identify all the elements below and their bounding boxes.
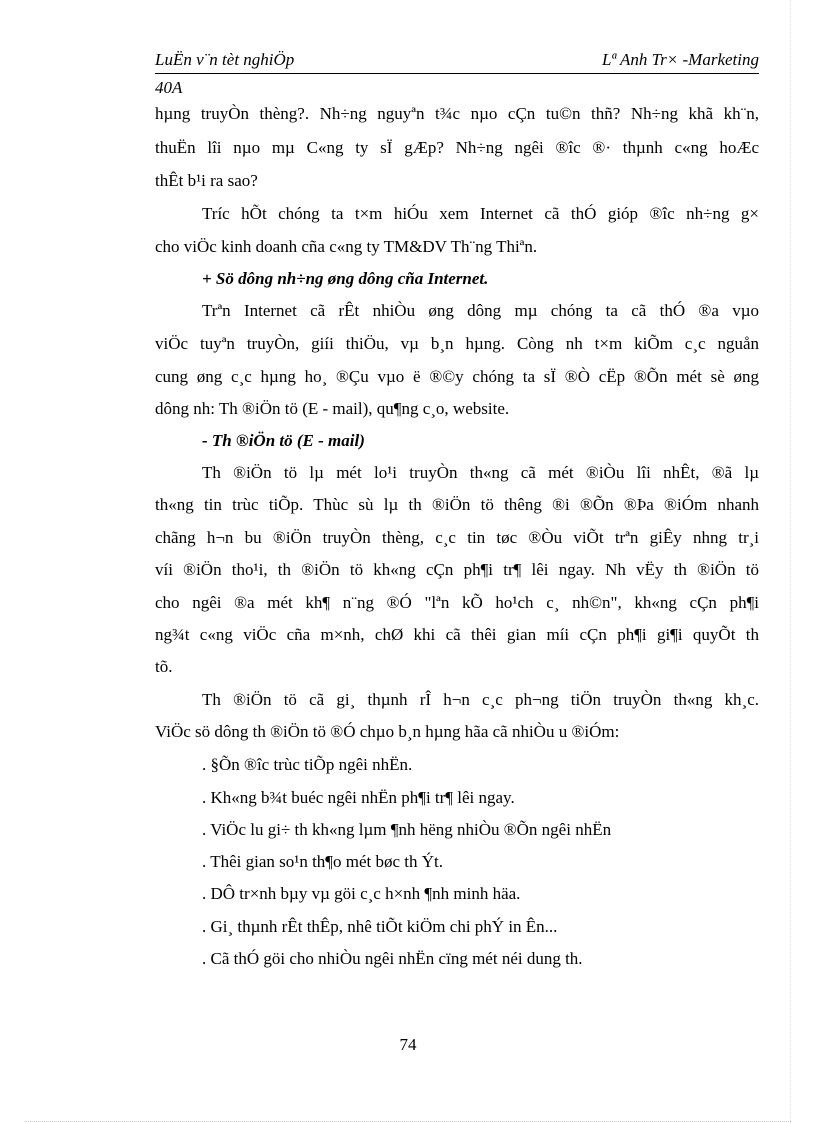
bullet-item: . Cã thÓ göi cho nhiÒu ngêi nhËn cïng mét néi dung th. [202,949,583,968]
subsection-heading: - Th ®iÖn tö (E - mail) [202,431,365,450]
bullet-item: . Kh«ng b¾t buéc ngêi nhËn ph¶i tr¶ lêi ngay. [202,788,515,807]
paragraph-line: víi ®iÖn tho¹i, th ®iÖn tö kh«ng cÇn ph¶i tr¶ lêi ngay. Nh vËy th ®iÖn tö [155,560,759,579]
paragraph-line: Trªn Internet cã rÊt nhiÒu øng dông mµ chóng ta cã thÓ ®a vµo [202,301,759,320]
bullet-item: . Gi¸ thµnh rÊt thÊp, nhê tiÕt kiÖm chi phÝ in Ên... [202,917,558,936]
page-right-edge [790,0,791,1123]
header-author-right: Lª Anh Tr× -Marketing [601,50,759,69]
bullet-item: . §Õn ®îc trùc tiÕp ngêi nhËn. [202,755,413,774]
paragraph-line: cho ngêi ®a mét kh¶ n¨ng ®Ó "lªn kÕ ho¹ch c¸ nh©n", kh«ng cÇn ph¶i [155,593,759,612]
paragraph-line: th«ng tin trùc tiÕp. Thùc sù lµ th ®iÖn tö thêng ®i ®Õn ®Þa ®iÓm nhanh [155,495,759,514]
paragraph-line: cho viÖc kinh doanh cña c«ng ty TM&DV Th¨ng Thiªn. [155,237,538,256]
paragraph-line: chãng h¬n bu ®iÖn truyÒn thèng, c¸c tin tøc ®Òu viÕt trªn giÊy nhng tr¸i [155,528,759,547]
paragraph-line: thÊt b¹i ra sao? [155,171,258,190]
header-divider [155,73,759,74]
paragraph-line: ng¾t c«ng viÖc cña m×nh, chØ khi cã thêi gian míi cÇn ph¶i gi¶i quyÕt th [155,625,759,644]
running-header [155,48,759,74]
paragraph-line: cung øng c¸c hµng ho¸ ®Çu vµo ë ®©y chóng ta sÏ ®Ò cËp ®Õn mét sè øng [155,367,759,386]
bullet-item: . Thêi gian so¹n th¶o mét bøc th Ýt. [202,852,444,871]
bullet-item: . ViÖc lu gi÷ th kh«ng lµm ¶nh hëng nhiÒu ®Õn ngêi nhËn [202,820,612,839]
paragraph-line: Th ®iÖn tö lµ mét lo¹i truyÒn th«ng cã mét ®iÒu lîi nhÊt, ®ã lµ [202,463,759,482]
header-title-left: LuËn v¨n tèt nghiÖp [155,50,295,69]
bullet-item: . DÔ tr×nh bµy vµ göi c¸c h×nh ¶nh minh häa. [202,884,521,903]
page-bottom-edge [25,1121,791,1122]
header-class-code: 40A [155,78,183,97]
paragraph-line: Th ®iÖn tö cã gi¸ thµnh rÎ h¬n c¸c ph¬ng tiÖn truyÒn th«ng kh¸c. [202,690,759,709]
paragraph-line: tõ. [155,657,173,676]
paragraph-line: thuËn lîi nµo mµ C«ng ty sÏ gÆp? Nh÷ng ngêi ®îc ®· thµnh c«ng hoÆc [155,138,759,157]
paragraph-line: Tríc hÕt chóng ta t×m hiÓu xem Internet cã thÓ gióp ®îc nh÷ng g× [202,204,759,223]
paragraph-line: ViÖc sö dông th ®iÖn tö ®Ó chµo b¸n hµng hãa cã nhiÒu u ®iÓm: [155,722,620,741]
paragraph-line: viÖc tuyªn truyÒn, giíi thiÖu, vµ b¸n hµng. Còng nh t×m kiÕm c¸c nguån [155,334,759,353]
section-heading: + Sö dông nh÷ng øng dông cña Internet. [202,269,489,288]
page-number: 74 [399,1035,417,1054]
paragraph-line: dông nh: Th ®iÖn tö (E - mail), qu¶ng c¸o, website. [155,399,510,418]
paragraph-line: hµng truyÒn thèng?. Nh÷ng nguyªn t¾c nµo cÇn tu©n thñ? Nh÷ng khã kh¨n, [155,104,759,123]
